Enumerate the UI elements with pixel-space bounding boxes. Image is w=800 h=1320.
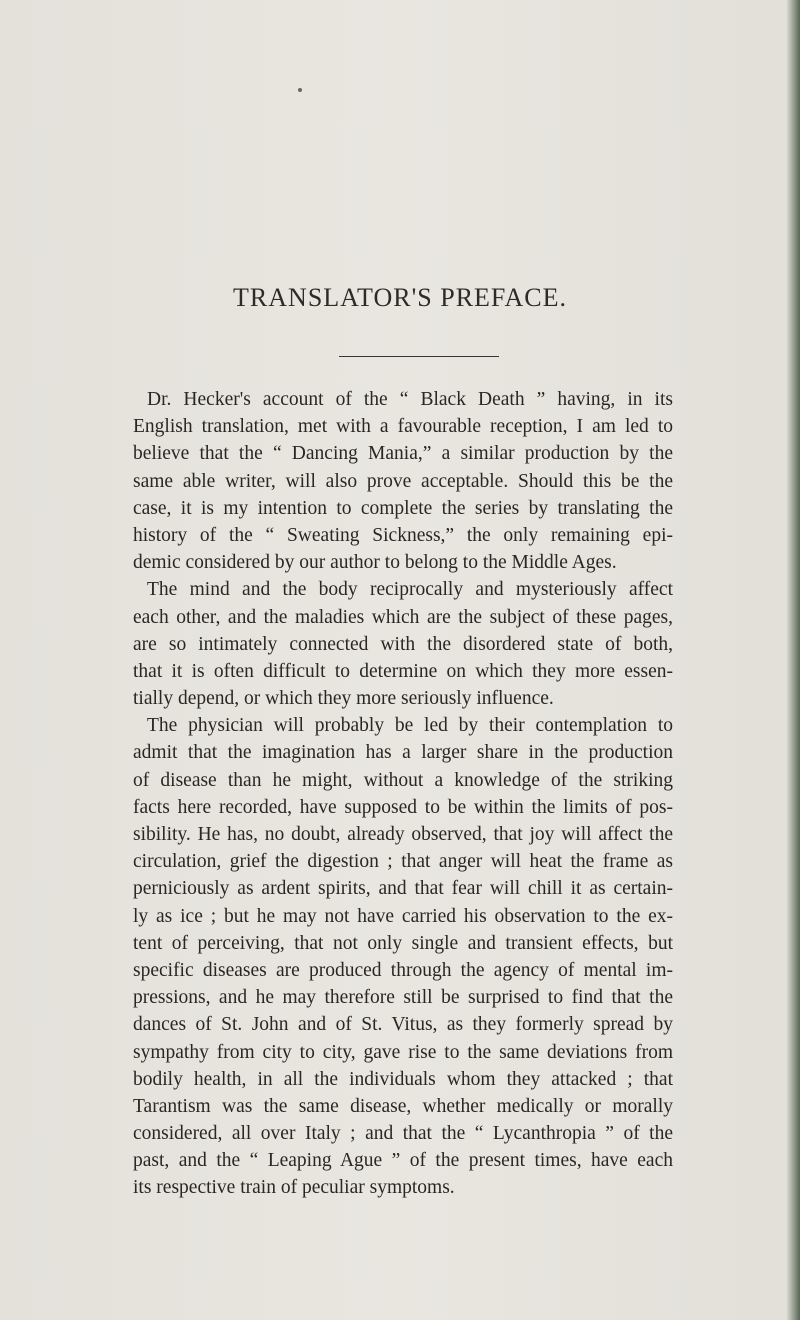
text-line: bodily health, in all the individuals whom they attacked ; that — [133, 1068, 673, 1090]
text-line: each other, and the maladies which are the subject of these pages, — [133, 606, 673, 628]
page-title: TRANSLATOR'S PREFACE. — [233, 283, 567, 312]
text-line: tent of perceiving, that not only single and transient effects, but — [133, 932, 673, 954]
text-line: of disease than he might, without a knowledge of the striking — [133, 769, 673, 791]
text-line: are so intimately connected with the disordered state of both, — [133, 633, 673, 655]
paragraph-3 — [133, 712, 673, 1201]
page-edge-shadow — [786, 0, 800, 1320]
text-line: Tarantism was the same disease, whether medically or morally — [133, 1095, 673, 1117]
text-line: sibility. He has, no doubt, already observed, that joy will affect the — [133, 824, 673, 845]
text-line: same able writer, will also prove acceptable. Should this be the — [133, 470, 673, 492]
text-line: ly as ice ; but he may not have carried his observation to the ex- — [133, 905, 673, 927]
text-line: that it is often difficult to determine on which they more essen- — [133, 660, 673, 682]
text-line: believe that the “ Dancing Mania,” a similar production by the — [133, 443, 673, 465]
text-line: dances of St. John and of St. Vitus, as they formerly spread by — [133, 1014, 673, 1036]
preface-body — [133, 386, 673, 1202]
title-divider — [339, 356, 499, 357]
text-line: admit that the imagination has a larger share in the production — [133, 742, 673, 764]
paragraph-1 — [133, 386, 673, 576]
text-line: past, and the “ Leaping Ague ” of the present times, have each — [133, 1150, 673, 1172]
text-line: circulation, grief the digestion ; that anger will heat the frame as — [133, 851, 673, 873]
text-line: history of the “ Sweating Sickness,” the only remaining epi- — [133, 524, 673, 546]
text-line: case, it is my intention to complete the series by translating the — [133, 497, 673, 519]
text-line: sympathy from city to city, gave rise to the same deviations from — [133, 1041, 673, 1063]
text-line: The mind and the body reciprocally and mysteriously affect — [147, 579, 673, 601]
text-line: tially depend, or which they more seriously influence. — [133, 688, 554, 710]
text-line: considered, all over Italy ; and that the “ Lycanthropia ” of the — [133, 1123, 673, 1145]
text-line: demic considered by our author to belong to the Middle Ages. — [133, 552, 617, 574]
text-line: perniciously as ardent spirits, and that fear will chill it as certain- — [133, 878, 673, 900]
text-line: English translation, met with a favourable reception, I am led to — [133, 416, 673, 438]
text-line: Dr. Hecker's account of the “ Black Death ” having, in its — [147, 389, 673, 410]
text-line: The physician will probably be led by their contemplation to — [147, 715, 673, 737]
text-line: specific diseases are produced through the agency of mental im- — [133, 959, 673, 981]
speck-mark — [298, 88, 302, 92]
text-line: its respective train of peculiar symptoms. — [133, 1177, 455, 1199]
text-line: pressions, and he may therefore still be surprised to find that the — [133, 987, 673, 1009]
text-line: facts here recorded, have supposed to be within the limits of pos- — [133, 796, 673, 818]
paragraph-2 — [133, 576, 673, 712]
